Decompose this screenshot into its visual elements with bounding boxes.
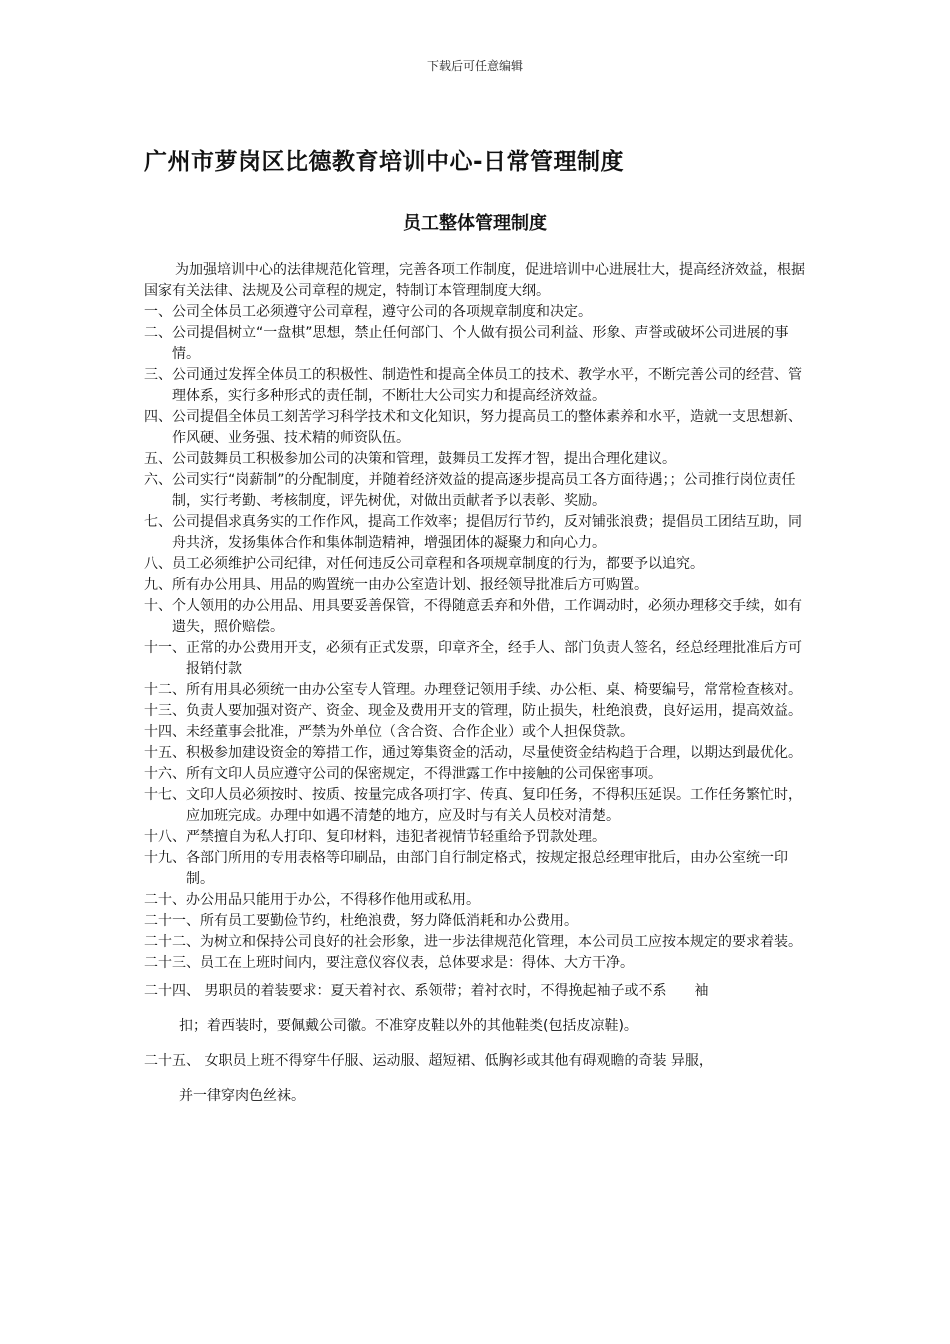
rule-item xyxy=(144,785,808,827)
rule-item xyxy=(144,302,808,323)
rule-number: 十二、 xyxy=(144,682,186,698)
dress-rule-first-line xyxy=(144,974,808,1009)
rule-text: 积极参加建设资金的筹措工作，通过筹集资金的活动，尽量使资金结构趋于合理，以期达到最优化。 xyxy=(186,745,802,761)
rule-text: 所有文印人员应遵守公司的保密规定，不得泄露工作中接触的公司保密事项。 xyxy=(186,766,662,782)
rule-number: 十三、 xyxy=(144,703,186,719)
rule-item xyxy=(144,449,808,470)
rule-text: 为树立和保持公司良好的社会形象，进一步法律规范化管理，本公司员工应按本规定的要求着装。 xyxy=(200,934,802,950)
rule-number: 五、 xyxy=(144,451,172,467)
rule-number: 六、 xyxy=(144,472,172,488)
rule-text: 员工在上班时间内，要注意仪容仪表，总体要求是：得体、大方干净。 xyxy=(200,955,634,971)
dress-rule-item xyxy=(144,1044,808,1114)
rule-number: 十五、 xyxy=(144,745,186,761)
rule-number: 十一、 xyxy=(144,640,186,656)
rule-number: 一、 xyxy=(144,304,172,320)
intro-paragraph: 为加强培训中心的法律规范化管理，完善各项工作制度，促进培训中心进展壮大，提高经济效益，根据国家有关法律、法规及公司章程的规定，特制订本管理制度大纲。 xyxy=(144,262,805,299)
rule-number: 十六、 xyxy=(144,766,186,782)
dress-rule-item xyxy=(144,974,808,1044)
rule-item xyxy=(144,323,808,365)
rule-number: 八、 xyxy=(144,556,172,572)
rule-number: 三、 xyxy=(144,367,172,383)
rule-text: 员工必须维护公司纪律，对任何违反公司章程和各项规章制度的行为，都要予以追究。 xyxy=(172,556,704,572)
rule-text: 各部门所用的专用表格等印刷品，由部门自行制定格式，按规定报总经理审批后，由办公室统一印制。 xyxy=(186,850,788,887)
rule-text: 公司全体员工必须遵守公司章程，遵守公司的各项规章制度和决定。 xyxy=(172,304,592,320)
rule-item xyxy=(144,554,808,575)
rule-number: 二、 xyxy=(144,325,172,341)
rule-item xyxy=(144,365,808,407)
rule-number: 二十三、 xyxy=(144,955,200,971)
rule-number: 七、 xyxy=(144,514,172,530)
rule-item xyxy=(144,680,808,701)
rules-list xyxy=(144,302,808,974)
rule-text: 文印人员必须按时、按质、按量完成各项打字、传真、复印任务，不得积压延误。工作任务繁忙时，应加班完成。办理中如遇不清楚的地方，应及时与有关人员校对清楚。 xyxy=(186,787,802,824)
rule-item xyxy=(144,743,808,764)
rule-item xyxy=(144,701,808,722)
rule-number: 二十五、 xyxy=(144,1053,200,1069)
rule-number: 二十、 xyxy=(144,892,186,908)
rule-text: 严禁擅自为私人打印、复印材料，违犯者视情节轻重给予罚款处理。 xyxy=(186,829,606,845)
rule-item xyxy=(144,470,808,512)
rule-text: 负责人要加强对资产、资金、现金及费用开支的管理，防止损失，杜绝浪费，良好运用，提高效益。 xyxy=(186,703,802,719)
rule-number: 四、 xyxy=(144,409,172,425)
rule-text: 所有用具必须统一由办公室专人管理。办理登记领用手续、办公柜、桌、椅要编号，常常检查核对。 xyxy=(186,682,802,698)
document-body xyxy=(144,260,808,1114)
rule-text: 公司提倡树立“一盘棋”思想，禁止任何部门、个人做有损公司利益、形象、声誉或破坏公司进展的事情。 xyxy=(172,325,789,362)
rule-item xyxy=(144,890,808,911)
rule-item xyxy=(144,596,808,638)
page-header: 下载后可任意编辑 xyxy=(426,59,523,73)
rule-text: 办公用品只能用于办公，不得移作他用或私用。 xyxy=(186,892,480,908)
rule-item xyxy=(144,407,808,449)
rule-text: 公司鼓舞员工积极参加公司的决策和管理，鼓舞员工发挥才智，提出合理化建议。 xyxy=(172,451,676,467)
rule-text: 公司提倡求真务实的工作作风，提高工作效率；提倡厉行节约，反对铺张浪费；提倡员工团结互助，同舟共济，发扬集体合作和集体制造精神，增强团体的凝聚力和向心力。 xyxy=(172,514,802,551)
rule-item xyxy=(144,638,808,680)
rule-text-continuation: 并一律穿肉色丝袜。 xyxy=(179,1088,305,1104)
rule-number: 二十二、 xyxy=(144,934,200,950)
dress-code-list xyxy=(144,974,808,1114)
rule-item xyxy=(144,512,808,554)
rule-item xyxy=(144,764,808,785)
rule-item xyxy=(144,911,808,932)
rule-text: 公司实行“岗薪制”的分配制度，并随着经济效益的提高逐步提高员工各方面待遇；；公司推行岗位责任制，实行考勤、考核制度，评先树优，对做出贡献者予以表彰、奖励。 xyxy=(172,472,796,509)
rule-number: 十四、 xyxy=(144,724,186,740)
rule-number: 九、 xyxy=(144,577,172,593)
rule-text: 女职员上班不得穿牛仔服、运动服、超短裙、低胸衫或其他有碍观瞻的奇装 异服， xyxy=(200,1053,713,1069)
document-title: 广州市萝岗区比德教育培训中心-日常管理制度 xyxy=(144,149,625,175)
rule-item xyxy=(144,575,808,596)
document-subtitle: 员工整体管理制度 xyxy=(403,213,547,234)
rule-text: 所有员工要勤俭节约，杜绝浪费，努力降低消耗和办公费用。 xyxy=(200,913,578,929)
rule-text: 个人领用的办公用品、用具要妥善保管，不得随意丢弃和外借，工作调动时，必须办理移交手续，如有遗失，照价赔偿。 xyxy=(172,598,802,635)
dress-rule-first-line xyxy=(144,1044,808,1079)
rule-number: 十、 xyxy=(144,598,172,614)
rule-number: 二十四、 xyxy=(144,983,200,999)
rule-item xyxy=(144,827,808,848)
rule-number: 二十一、 xyxy=(144,913,200,929)
rule-text: 公司通过发挥全体员工的积极性、制造性和提高全体员工的技术、教学水平，不断完善公司的经营、管理体系，实行多种形式的责任制，不断壮大公司实力和提高经济效益。 xyxy=(172,367,802,404)
rule-item xyxy=(144,848,808,890)
rule-text: 公司提倡全体员工刻苦学习科学技术和文化知识，努力提高员工的整体素养和水平，造就一支思想新、作风硬、业务强、技术精的师资队伍。 xyxy=(172,409,802,446)
rule-text: 所有办公用具、用品的购置统一由办公室造计划、报经领导批准后方可购置。 xyxy=(172,577,648,593)
rule-item xyxy=(144,932,808,953)
rule-number: 十九、 xyxy=(144,850,186,866)
rule-number: 十七、 xyxy=(144,787,186,803)
rule-text: 男职员的着装要求：夏天着衬衣、系领带；着衬衣时，不得挽起袖子或不系 袖 xyxy=(200,983,709,999)
rule-item xyxy=(144,722,808,743)
rule-number: 十八、 xyxy=(144,829,186,845)
rule-text-continuation: 扣；着西装时，要佩戴公司徽。不准穿皮鞋以外的其他鞋类(包括皮凉鞋)。 xyxy=(179,1018,638,1034)
rule-item xyxy=(144,953,808,974)
rule-text: 未经董事会批准，严禁为外单位（含合资、合作企业）或个人担保贷款。 xyxy=(186,724,634,740)
rule-text: 正常的办公费用开支，必须有正式发票，印章齐全，经手人、部门负责人签名，经总经理批准后方可报销付款 xyxy=(186,640,802,677)
